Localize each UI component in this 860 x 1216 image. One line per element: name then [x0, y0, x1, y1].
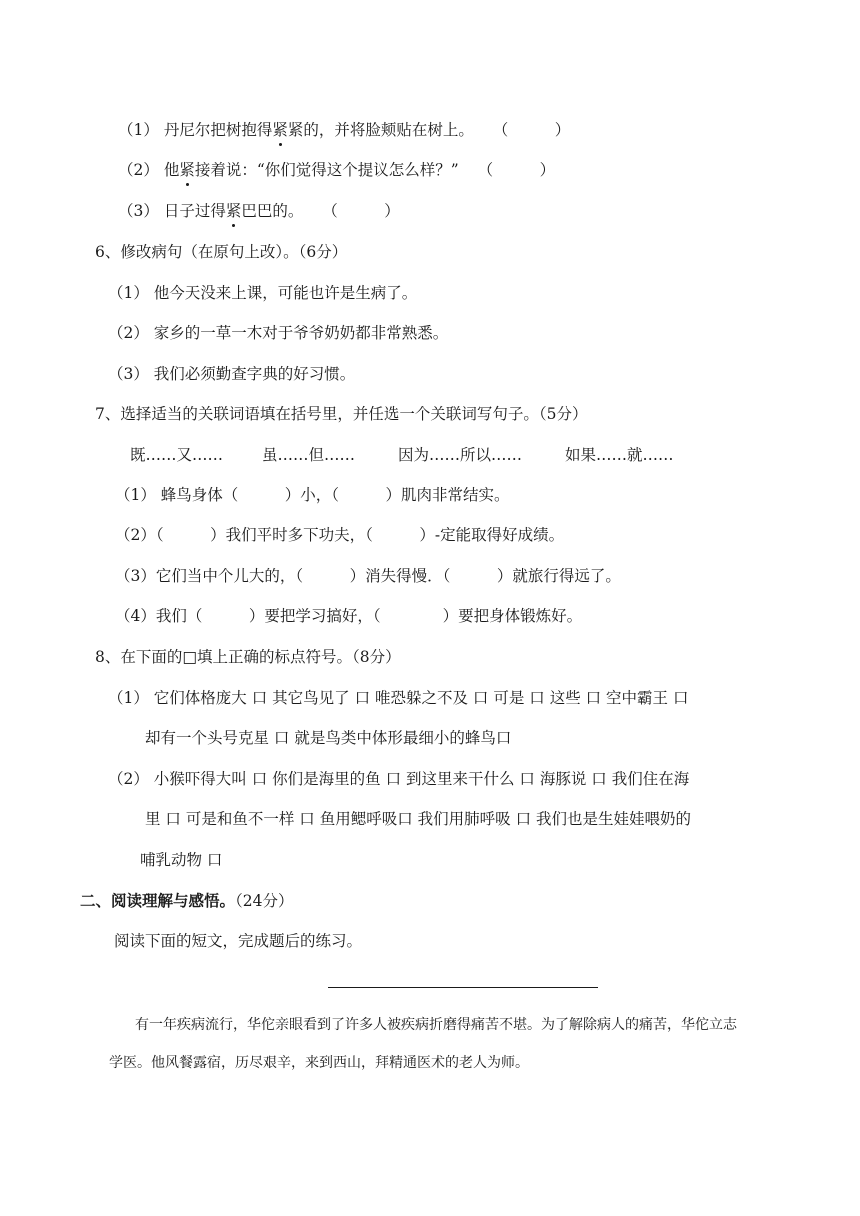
- divider-line: [328, 987, 598, 988]
- q7-option-3: 因为……所以……: [398, 446, 523, 464]
- section-2-points: （24分）: [235, 892, 294, 910]
- passage-line-2: 学医。他风餐露宿，历尽艰辛，来到西山，拜精通医术的老人为师。: [109, 1055, 529, 1071]
- section-2-heading: [80, 890, 294, 912]
- emphasis-char: 紧: [179, 161, 195, 179]
- q7-item-3: （3）它们当中个儿大的，（ ）消失得慢．（ ）就旅行得远了。: [115, 567, 621, 585]
- q6-item-3: （3） 我们必须勤查字典的好习惯。: [108, 365, 356, 383]
- q6-title: 6、修改病句（在原句上改）。（6分）: [95, 243, 348, 261]
- q5-item-2: （2） 他紧接着说：“你们觉得这个提议怎么样？” （ ）: [118, 161, 556, 179]
- q8-item-1-line-2: 却有一个头号克星 口 就是鸟类中体形最细小的蜂鸟口: [145, 729, 512, 747]
- q7-item-4: （4）我们（ ）要把学习搞好，（ ）要把身体锻炼好。: [115, 607, 583, 625]
- answer-blank[interactable]: （ ）: [477, 161, 556, 179]
- q8-item-2-line-1: （2） 小猴吓得大叫 口 你们是海里的鱼 口 到这里来干什么 口 海豚说 口 我们住在海: [108, 770, 690, 788]
- q7-item-2: （2）（ ）我们平时多下功夫，（ ）-定能取得好成绩。: [115, 526, 565, 544]
- q8-item-2-line-3: 哺乳动物 口: [140, 851, 223, 869]
- reading-instruction: 阅读下面的短文，完成题后的练习。: [114, 932, 363, 950]
- q7-option-4: 如果……就……: [565, 446, 674, 464]
- q5-item-1: （1） 丹尼尔把树抱得紧紧的，并将脸颊贴在树上。 （ ）: [118, 121, 571, 139]
- passage-line-1: 有一年疾病流行，华佗亲眼看到了许多人被疾病折磨得痛苦不堪。为了解除病人的痛苦，华佗立志: [135, 1017, 737, 1033]
- emphasis-char: 紧: [225, 202, 242, 220]
- emphasis-char: 紧: [272, 121, 288, 139]
- q8-title: 8、在下面的□填上正确的标点符号。（8分）: [95, 648, 401, 666]
- q7-item-1: （1） 蜂鸟身体（ ）小，（ ）肌肉非常结实。: [115, 486, 510, 504]
- q7-option-1: 既……又……: [130, 446, 224, 464]
- q7-title: 7、选择适当的关联词语填在括号里，并任选一个关联词写句子。（5分）: [95, 405, 588, 423]
- q6-item-1: （1） 他今天没来上课，可能也许是生病了。: [108, 284, 418, 302]
- q8-item-1-line-1: （1） 它们体格庞大 口 其它鸟见了 口 唯恐躲之不及 口 可是 口 这些 口 空中霸王 口: [108, 689, 689, 707]
- answer-blank[interactable]: （ ）: [322, 202, 400, 220]
- q6-item-2: （2） 家乡的一草一木对于爷爷奶奶都非常熟悉。: [108, 324, 449, 342]
- q8-item-2-line-2: 里 口 可是和鱼不一样 口 鱼用鳃呼吸口 我们用肺呼吸 口 我们也是生娃娃喂奶的: [145, 810, 691, 828]
- answer-blank[interactable]: （ ）: [492, 121, 571, 139]
- q5-item-3: （3） 日子过得紧巴巴的。 （ ）: [118, 202, 400, 220]
- q7-option-2: 虽……但……: [262, 446, 356, 464]
- section-2-title: 二、阅读理解与感悟。: [80, 892, 236, 910]
